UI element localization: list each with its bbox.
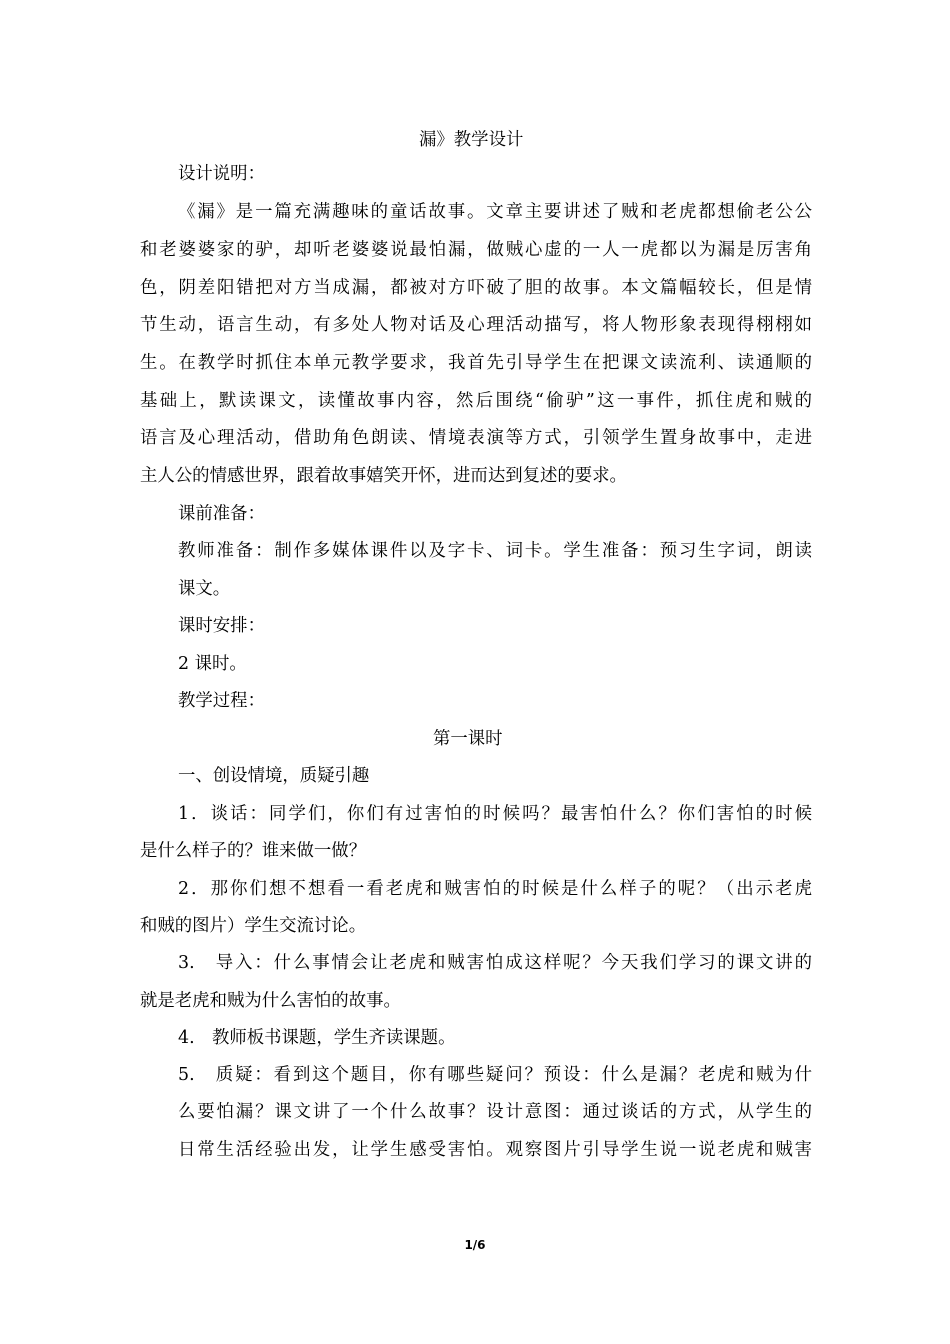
item-3-line-1: 3. 导入：什么事情会让老虎和贼害怕成这样呢？今天我们学习的课文讲的 bbox=[178, 953, 812, 973]
item-2-line-2: 和贼的图片）学生交流讨论。 bbox=[140, 916, 367, 936]
item-1-line-2: 是什么样子的？谁来做一做？ bbox=[140, 841, 367, 861]
prep-line-2: 课文。 bbox=[178, 579, 231, 599]
lesson-title: 第一课时 bbox=[433, 729, 503, 749]
prep-heading: 课前准备： bbox=[178, 504, 265, 524]
schedule-heading: 课时安排： bbox=[178, 616, 265, 636]
item-5-line-2: 么要怕漏？课文讲了一个什么故事？设计意图：通过谈话的方式，从学生的 bbox=[178, 1102, 812, 1122]
design-line-7: 语言及心理活动，借助角色朗读、情境表演等方式，引领学生置身故事中，走进 bbox=[140, 428, 812, 448]
design-line-6: 基础上，默读课文，读懂故事内容，然后围绕“偷驴”这一事件，抓住虎和贼的 bbox=[140, 391, 812, 411]
item-3-line-2: 就是老虎和贼为什么害怕的故事。 bbox=[140, 991, 401, 1011]
item-1-line-1: 1．谈话：同学们，你们有过害怕的时候吗？最害怕什么？你们害怕的时候 bbox=[178, 804, 812, 824]
page-number: 1/6 bbox=[464, 1238, 486, 1252]
process-heading: 教学过程： bbox=[178, 691, 265, 711]
design-line-8: 主人公的情感世界，跟着故事嬉笑开怀，进而达到复述的要求。 bbox=[140, 466, 627, 486]
item-5-line-1: 5. 质疑：看到这个题目，你有哪些疑问？预设：什么是漏？老虎和贼为什 bbox=[178, 1065, 812, 1085]
section-heading: 一、创设情境，质疑引趣 bbox=[178, 766, 370, 786]
schedule-value: 2 课时。 bbox=[178, 654, 247, 674]
design-line-1: 《漏》是一篇充满趣味的童话故事。文章主要讲述了贼和老虎都想偷老公公 bbox=[178, 202, 812, 222]
design-line-4: 节生动，语言生动，有多处人物对话及心理活动描写，将人物形象表现得栩栩如 bbox=[140, 315, 812, 335]
item-4: 4. 教师板书课题，学生齐读课题。 bbox=[178, 1028, 456, 1048]
design-line-2: 和老婆婆家的驴，却听老婆婆说最怕漏，做贼心虚的一人一虎都以为漏是厉害角 bbox=[140, 240, 812, 260]
document-title: 漏》教学设计 bbox=[419, 130, 524, 150]
design-line-5: 生。在教学时抓住本单元教学要求，我首先引导学生在把课文读流利、读通顺的 bbox=[140, 353, 812, 373]
design-line-3: 色，阴差阳错把对方当成漏，都被对方吓破了胆的故事。本文篇幅较长，但是情 bbox=[140, 278, 812, 298]
design-heading: 设计说明： bbox=[178, 164, 265, 184]
item-5-line-3: 日常生活经验出发，让学生感受害怕。观察图片引导学生说一说老虎和贼害 bbox=[178, 1140, 812, 1160]
item-2-line-1: 2．那你们想不想看一看老虎和贼害怕的时候是什么样子的呢？（出示老虎 bbox=[178, 879, 812, 899]
prep-line-1: 教师准备：制作多媒体课件以及字卡、词卡。学生准备：预习生字词，朗读 bbox=[178, 541, 812, 561]
